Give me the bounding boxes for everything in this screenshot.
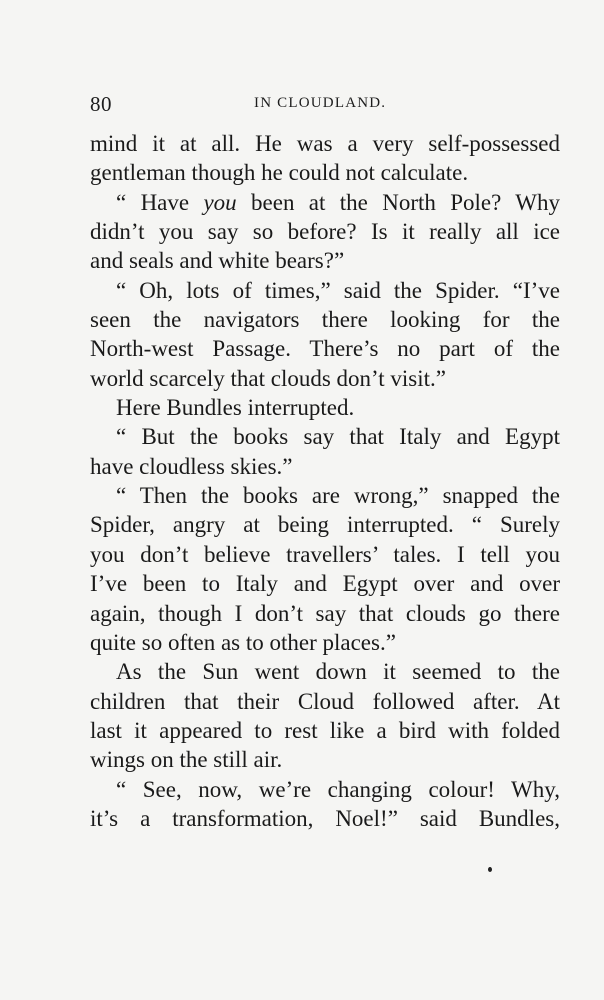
page-number: 80 [90,92,112,116]
text-line: Here Bundles interrupted. [116,395,355,421]
text-line: North-west Passage. There’s no part of the [90,336,560,362]
text-line: world scarcely that clouds don’t visit.” [90,365,446,391]
text-line: As the Sun went down it seemed to the [116,659,560,685]
text-line: mind it at all. He was a very self-possessed [90,131,560,156]
text-line: quite so often as to other places.” [90,629,396,655]
emphasis: you [203,189,237,215]
text-line: and seals and white bears?” [90,248,345,274]
text-line: wings on the still air. [90,747,283,773]
text-line: Spider, angry at being interrupted. “ Surely [90,512,560,538]
text-line: gentleman though he could not calculate. [90,160,469,186]
running-head [90,92,560,116]
text-line: children that their Cloud followed after. At [90,688,560,714]
print-speck [488,867,492,872]
body-text [90,129,560,833]
text-line: again, though I don’t say that clouds go there [90,600,560,626]
text-line: you don’t believe travellers’ tales. I tell you [90,541,560,567]
text-line: have cloudless skies.” [90,453,293,479]
text-line: “ Then the books are wrong,” snapped the [116,483,560,509]
text-line: didn’t you say so before? Is it really all ice [90,219,560,245]
text-line: “ But the books say that Italy and Egypt [116,424,560,450]
text-line: it’s a transformation, Noel!” said Bundles, [90,805,560,831]
text-line: “ Have you been at the North Pole? Why [116,189,560,215]
text-line: “ See, now, we’re changing colour! Why, [116,776,560,802]
running-title: IN CLOUDLAND. [254,95,387,111]
text-line: last it appeared to rest like a bird with folded [90,717,560,743]
text-line: “ Oh, lots of times,” said the Spider. “I’ve [116,277,560,303]
text-line: seen the navigators there looking for the [90,307,560,333]
text-line: I’ve been to Italy and Egypt over and over [90,571,560,597]
